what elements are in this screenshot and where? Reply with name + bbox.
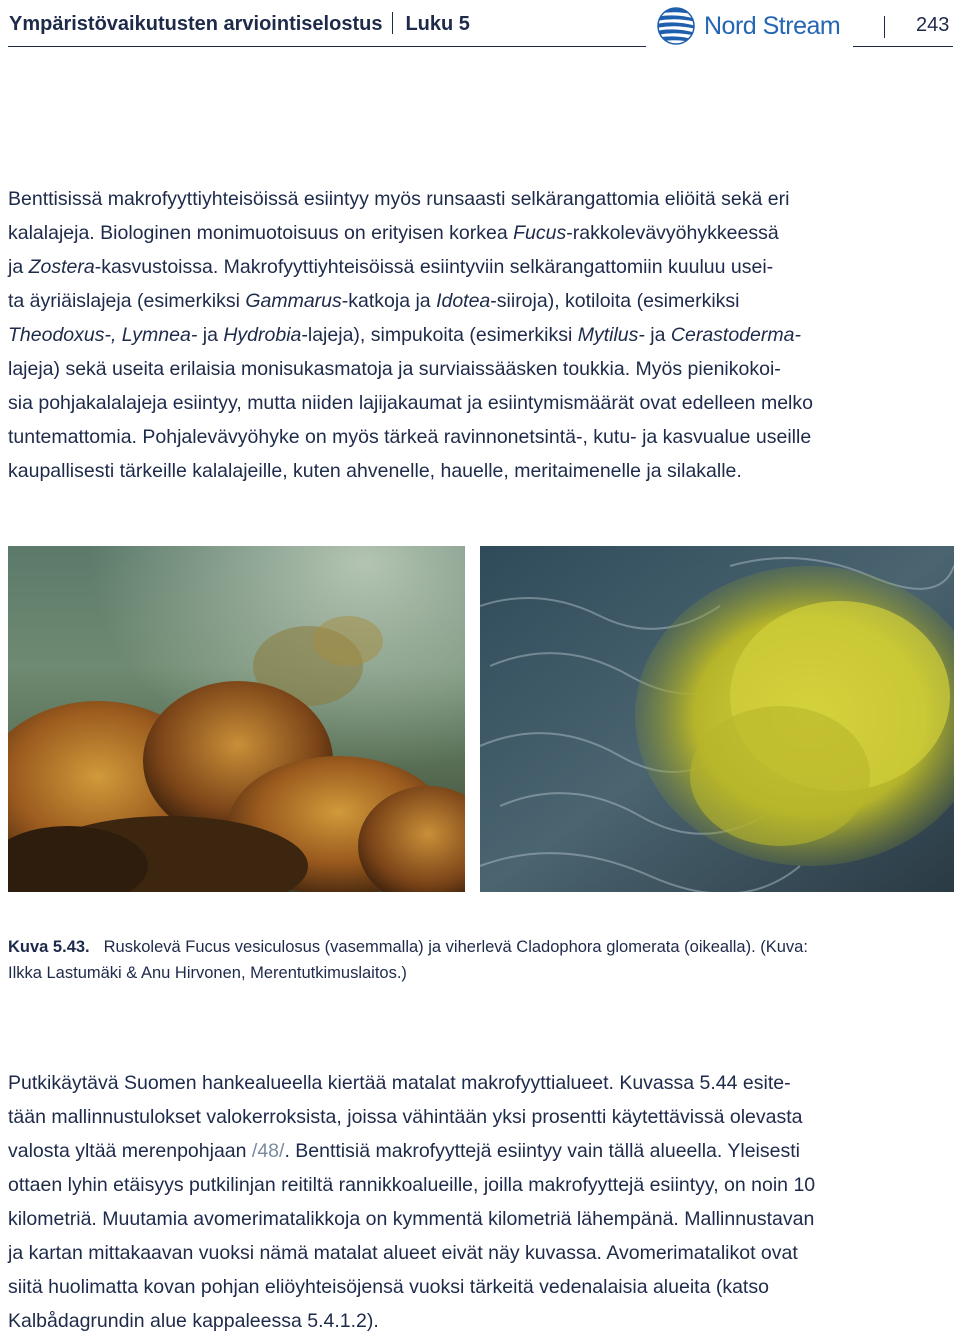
figure-label: Kuva 5.43.: [8, 938, 90, 956]
fucus-photo: [8, 546, 465, 892]
species-name: Mytilus-: [577, 324, 645, 346]
text-line: ottaen lyhin etäisyys putkilinjan reitiltä rannikkoalueille, joilla makrofyyttejä esiintyy, on noin 10: [8, 1174, 816, 1196]
text-line: ja Zostera-kasvustoissa. Makrofyyttiyhteisöissä esiintyviin selkärangattomiin kuuluu usei-: [8, 256, 774, 278]
text-line: kilometriä. Muutamia avomerimatalikkoja on kymmentä kilometriä lähempänä. Mallinnustavan: [8, 1208, 815, 1230]
species-name: Hydrobia: [223, 324, 302, 346]
cladophora-photo: [480, 546, 954, 892]
logo-text: Nord Stream: [704, 11, 841, 40]
document-title: [9, 12, 470, 36]
text-line: lajeja) sekä useita erilaisia monisukasmatoja ja surviaissääsken toukkia. Myös pienikokoi-: [8, 358, 781, 380]
species-name: Gammarus: [245, 290, 342, 312]
text-line: sia pohjakalalajeja esiintyy, mutta niiden lajijakaumat ja esiintymismäärät ovat edelleen melko: [8, 392, 813, 414]
text-line: tuntemattomia. Pohjalevävyöhyke on myös tärkeä ravinnonetsintä-, kutu- ja kasvualue useille: [8, 426, 812, 448]
text-line: kalalajeja. Biologinen monimuotoisuus on erityisen korkea Fucus-rakkolevävyöhykkeessä: [8, 222, 779, 244]
text-line: Benttisissä makrofyyttiyhteisöissä esiintyy myös runsaasti selkärangattomia eliöitä sekä eri: [8, 188, 790, 210]
species-name: Cerastoderma-: [670, 324, 801, 346]
text-line: Putkikäytävä Suomen hankealueella kiertää matalat makrofyyttialueet. Kuvassa 5.44 esite-: [8, 1072, 791, 1094]
text-line: ja kartan mittakaavan vuoksi nämä matalat alueet eivät näy kuvassa. Avomerimatalikot ovat: [8, 1242, 798, 1264]
page-number: 243: [916, 14, 950, 36]
citation-reference: /48/: [251, 1140, 285, 1162]
body-paragraph-2: [8, 1066, 956, 1338]
species-name: Zostera: [28, 256, 95, 278]
text-line: Theodoxus-, Lymnea- ja Hydrobia-lajeja), simpukoita (esimerkiksi Mytilus- ja Cerastoderma-: [8, 324, 801, 346]
species-name: Theodoxus-, Lymnea-: [8, 324, 198, 346]
text-line: kaupallisesti tärkeille kalalajeille, kuten ahvenelle, hauelle, meritaimenelle ja silakalle.: [8, 460, 742, 482]
text-line: ta äyriäislajeja (esimerkiksi Gammarus-katkoja ja Idotea-siiroja), kotiloita (esimerkiksi: [8, 290, 740, 312]
body-paragraph-1: [8, 182, 956, 488]
nord-stream-logo: [656, 6, 840, 46]
text-line: Kalbådagrundin alue kappaleessa 5.4.1.2).: [8, 1310, 379, 1332]
chapter-label: Luku 5: [405, 13, 470, 35]
caption-line: Kuva 5.43. Ruskolevä Fucus vesiculosus (vasemmalla) ja viherlevä Cladophora glomerata (oikealla). (Kuva:: [8, 938, 808, 956]
page-number-rule: [853, 46, 953, 47]
species-name: Fucus: [513, 222, 567, 244]
text-line: tään mallinnustulokset valokerroksista, joissa vähintään yksi prosentti käytettävissä olevasta: [8, 1106, 803, 1128]
species-name: Idotea: [436, 290, 491, 312]
figure-caption: [8, 934, 956, 986]
document-title-text: Ympäristövaikutusten arviointiselostus: [9, 13, 383, 35]
page-number-separator: [884, 16, 885, 38]
title-separator: [392, 12, 393, 34]
text-line: siitä huolimatta kovan pohjan eliöyhteisöjensä vuoksi tärkeitä vedenalaisia alueita (katso: [8, 1276, 769, 1298]
header-rule: [8, 46, 646, 47]
caption-line: Ilkka Lastumäki & Anu Hirvonen, Merentutkimuslaitos.): [8, 964, 407, 982]
text-line: valosta yltää merenpohjaan /48/. Benttisiä makrofyyttejä esiintyy vain tällä alueella. Yleisesti: [8, 1140, 800, 1162]
globe-logo-icon: [656, 6, 696, 46]
